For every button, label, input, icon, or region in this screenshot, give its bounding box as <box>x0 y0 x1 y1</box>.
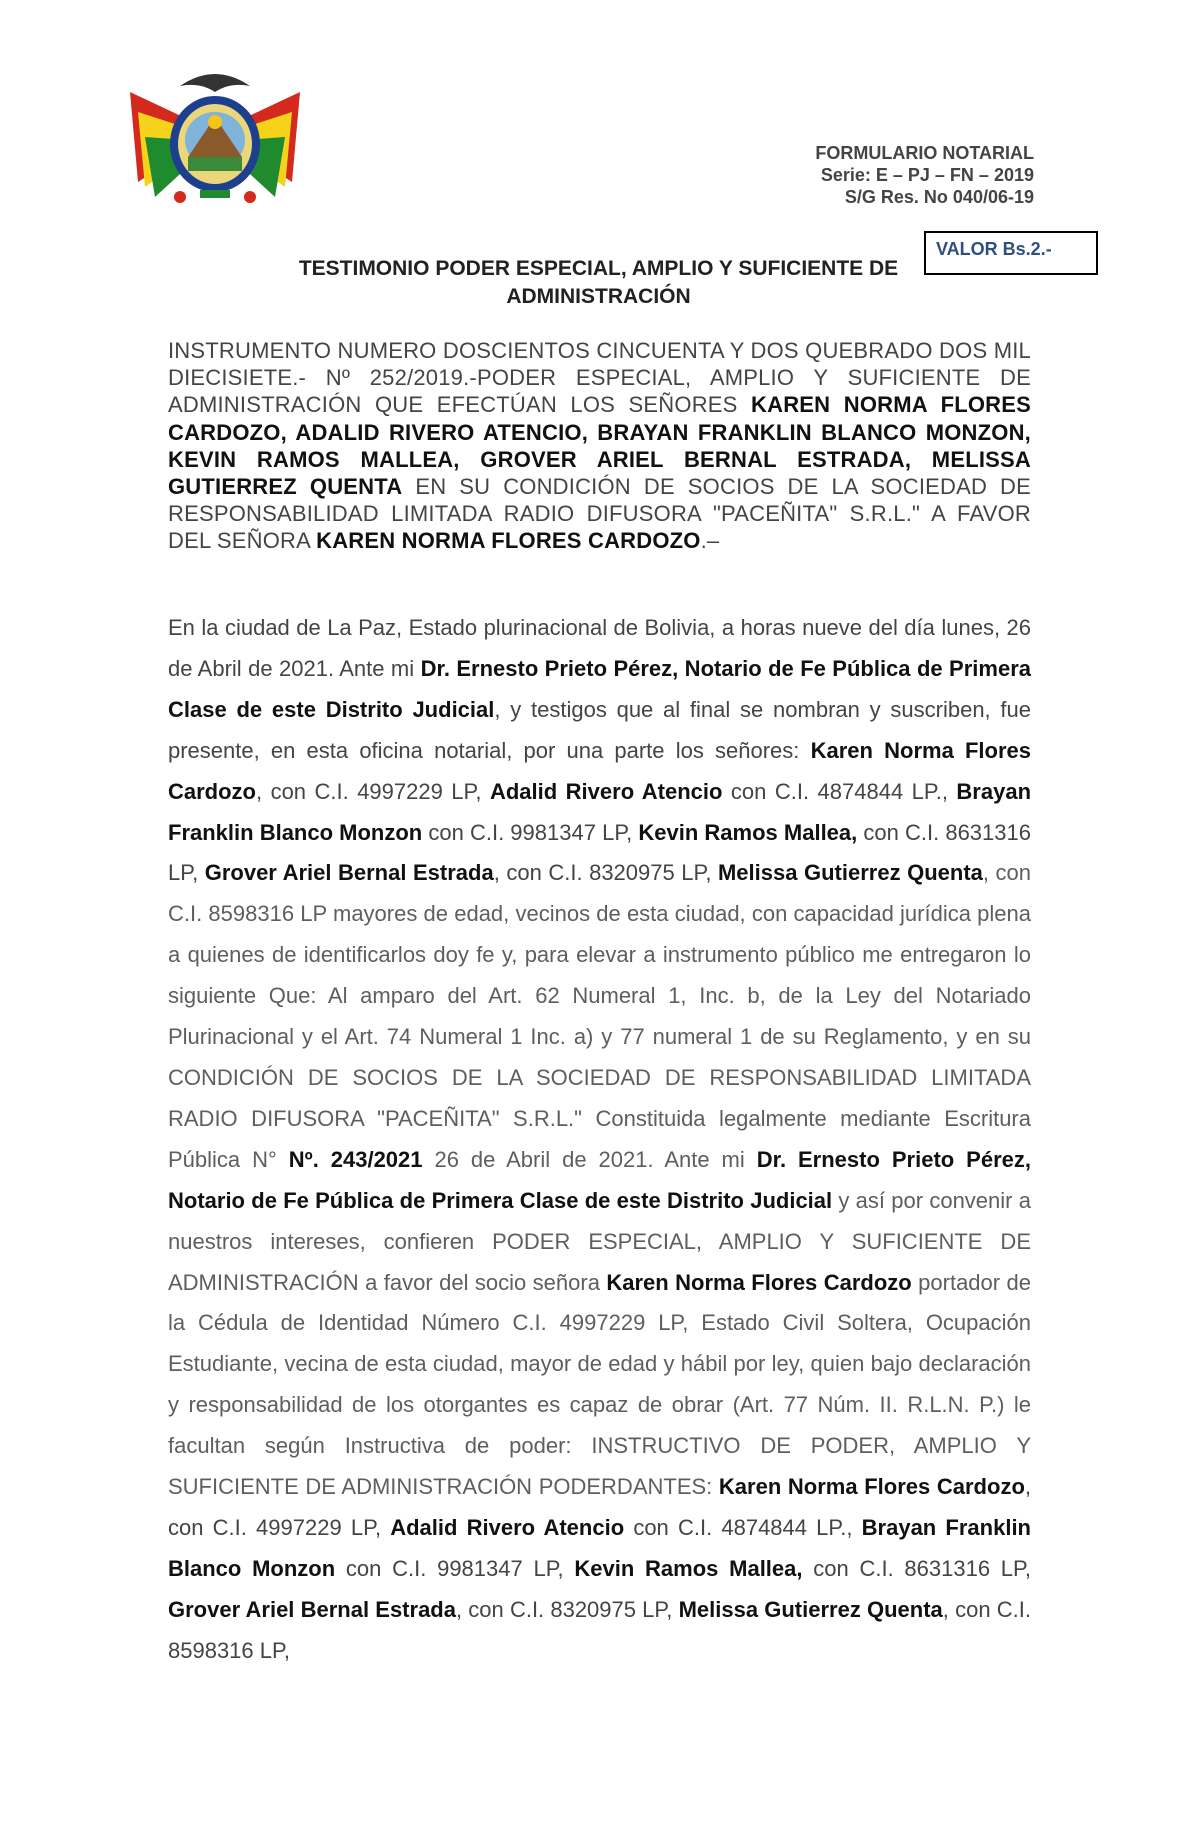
bolivia-coat-of-arms-icon <box>120 62 310 212</box>
grantor-id: , con C.I. 8320975 LP, <box>493 860 718 886</box>
grantor-name: Karen Norma Flores Cardozo <box>718 1474 1025 1500</box>
instrument-intro: INSTRUMENTO NUMERO DOSCIENTOS CINCUENTA Y DOS QUEBRADO DOS MIL DIECISIETE.- Nº 252/2019.-PODER ESPECIAL, AMPLIO Y SUFICIENTE DE ADMINISTRACIÓN QUE EFECTÚAN LOS SEÑORES <box>168 338 1031 418</box>
attorney-name: Karen Norma Flores Cardozo <box>606 1269 912 1295</box>
grantor-id: , con C.I. 8320975 LP, <box>455 1596 679 1622</box>
instrument-paragraph <box>168 337 1031 555</box>
document-title <box>166 255 1031 311</box>
body-text: 26 de Abril de 2021. Ante mi <box>422 1146 757 1172</box>
grantor-name: Kevin Ramos Mallea, <box>574 1555 803 1581</box>
body-paragraph <box>168 608 1031 1672</box>
form-title: FORMULARIO NOTARIAL <box>815 143 1034 163</box>
form-header <box>700 142 1034 208</box>
grantor-name: Melissa Gutierrez Quenta <box>717 860 983 886</box>
grantor-id: con C.I. 9981347 LP, <box>422 819 639 845</box>
grantor-id: con C.I. 8631316 LP, <box>802 1555 1031 1581</box>
grantor-name: Kevin Ramos Mallea, <box>638 819 858 845</box>
grantor-id: , con C.I. 4997229 LP, <box>168 1474 1032 1540</box>
grantor-name: Adalid Rivero Atencio <box>489 778 723 804</box>
grantor-id: con C.I. 4874844 LP., <box>722 778 957 804</box>
grantor-name: Grover Ariel Bernal Estrada <box>168 1596 456 1622</box>
grantor-name: Grover Ariel Bernal Estrada <box>204 860 494 886</box>
grantor-name: Adalid Rivero Atencio <box>390 1514 625 1540</box>
grantor-id: con C.I. 9981347 LP, <box>335 1555 575 1581</box>
title-line-1: TESTIMONIO PODER ESPECIAL, AMPLIO Y SUFICIENTE DE <box>298 257 899 280</box>
escritura-number: Nº. 243/2021 <box>288 1146 423 1172</box>
grantor-name: Brayan Franklin Blanco Monzon <box>168 1514 1031 1581</box>
title-line-2: ADMINISTRACIÓN <box>506 285 691 308</box>
body-text: , y testigos que al final se nombran y suscriben, fue presente, en esta oficina notarial, por una parte los señores: <box>168 696 1032 763</box>
instrument-end: .– <box>700 528 720 554</box>
body-text: En la ciudad de La Paz, Estado plurinacional de Bolivia, a horas nueve del día lunes, 26 de Abril de 2021. Ante mi <box>168 615 1031 681</box>
valor-box <box>924 231 1098 275</box>
grantor-id: , con C.I. 8598316 LP, <box>168 1596 1031 1663</box>
grantor-id: , con C.I. 4997229 LP, <box>256 778 490 804</box>
body-text: , con C.I. 8598316 LP mayores de edad, vecinos de esta ciudad, con capacidad jurídica plena a quienes de identificarlos doy fe y, para elevar a instrumento público me entregaron lo siguiente Que: Al amparo del Art. 62 Numeral 1, Inc. b, de la Ley del Notariado Plurinacional y el Art. 74 Numeral 1 Inc. a) y 77 numeral 1 de su Reglamento, y en su CONDICIÓN DE SOCIOS DE LA SOCIEDAD DE RESPONSABILIDAD LIMITADA RADIO DIFUSORA "PACEÑITA" S.R.L." Constituida legalmente mediante Escritura Pública N° <box>168 860 1031 1172</box>
valor-label: VALOR Bs.2.- <box>936 239 1052 259</box>
form-resolution: S/G Res. No 040/06-19 <box>844 187 1034 207</box>
body-text: y así por convenir a nuestros intereses, confieren PODER ESPECIAL, AMPLIO Y SUFICIENTE DE ADMINISTRACIÓN a favor del socio señora <box>168 1187 1031 1295</box>
grantor-name: Brayan Franklin Blanco Monzon <box>168 778 1032 845</box>
notary-name: Dr. Ernesto Prieto Pérez, Notario de Fe Pública de Primera Clase de este Distrito Judicial <box>168 655 1031 722</box>
instrument-middle: EN SU CONDICIÓN DE SOCIOS DE LA SOCIEDAD DE RESPONSABILIDAD LIMITADA RADIO DIFUSORA "PACEÑITA" S.R.L." A FAVOR DEL SEÑORA <box>168 474 1031 554</box>
notary-name: Dr. Ernesto Prieto Pérez, Notario de Fe Pública de Primera Clase de este Distrito Judicial <box>168 1146 1031 1213</box>
grantor-name: Karen Norma Flores Cardozo <box>168 737 1031 804</box>
grantor-id: con C.I. 8631316 LP, <box>168 819 1031 886</box>
body-text: portador de la Cédula de Identidad Número C.I. 4997229 LP, Estado Civil Soltera, Ocupación Estudiante, vecina de esta ciudad, mayor de edad y hábil por ley, quien bajo declaración y responsabilidad de los otorgantes es capaz de obrar (Art. 77 Núm. II. R.L.N. P.) le facultan según Instructiva de poder: INSTRUCTIVO DE PODER, AMPLIO Y SUFICIENTE DE ADMINISTRACIÓN PODERDANTES: <box>168 1269 1032 1500</box>
grantor-name: Melissa Gutierrez Quenta <box>678 1596 943 1622</box>
instrument-names: KAREN NORMA FLORES CARDOZO, ADALID RIVERO ATENCIO, BRAYAN FRANKLIN BLANCO MONZON, KEVIN RAMOS MALLEA, GROVER ARIEL BERNAL ESTRADA, MELISSA GUTIERREZ QUENTA <box>168 392 1031 500</box>
form-series: Serie: E – PJ – FN – 2019 <box>820 165 1034 185</box>
instrument-beneficiary: KAREN NORMA FLORES CARDOZO <box>316 528 701 554</box>
grantor-id: con C.I. 4874844 LP., <box>624 1514 862 1540</box>
